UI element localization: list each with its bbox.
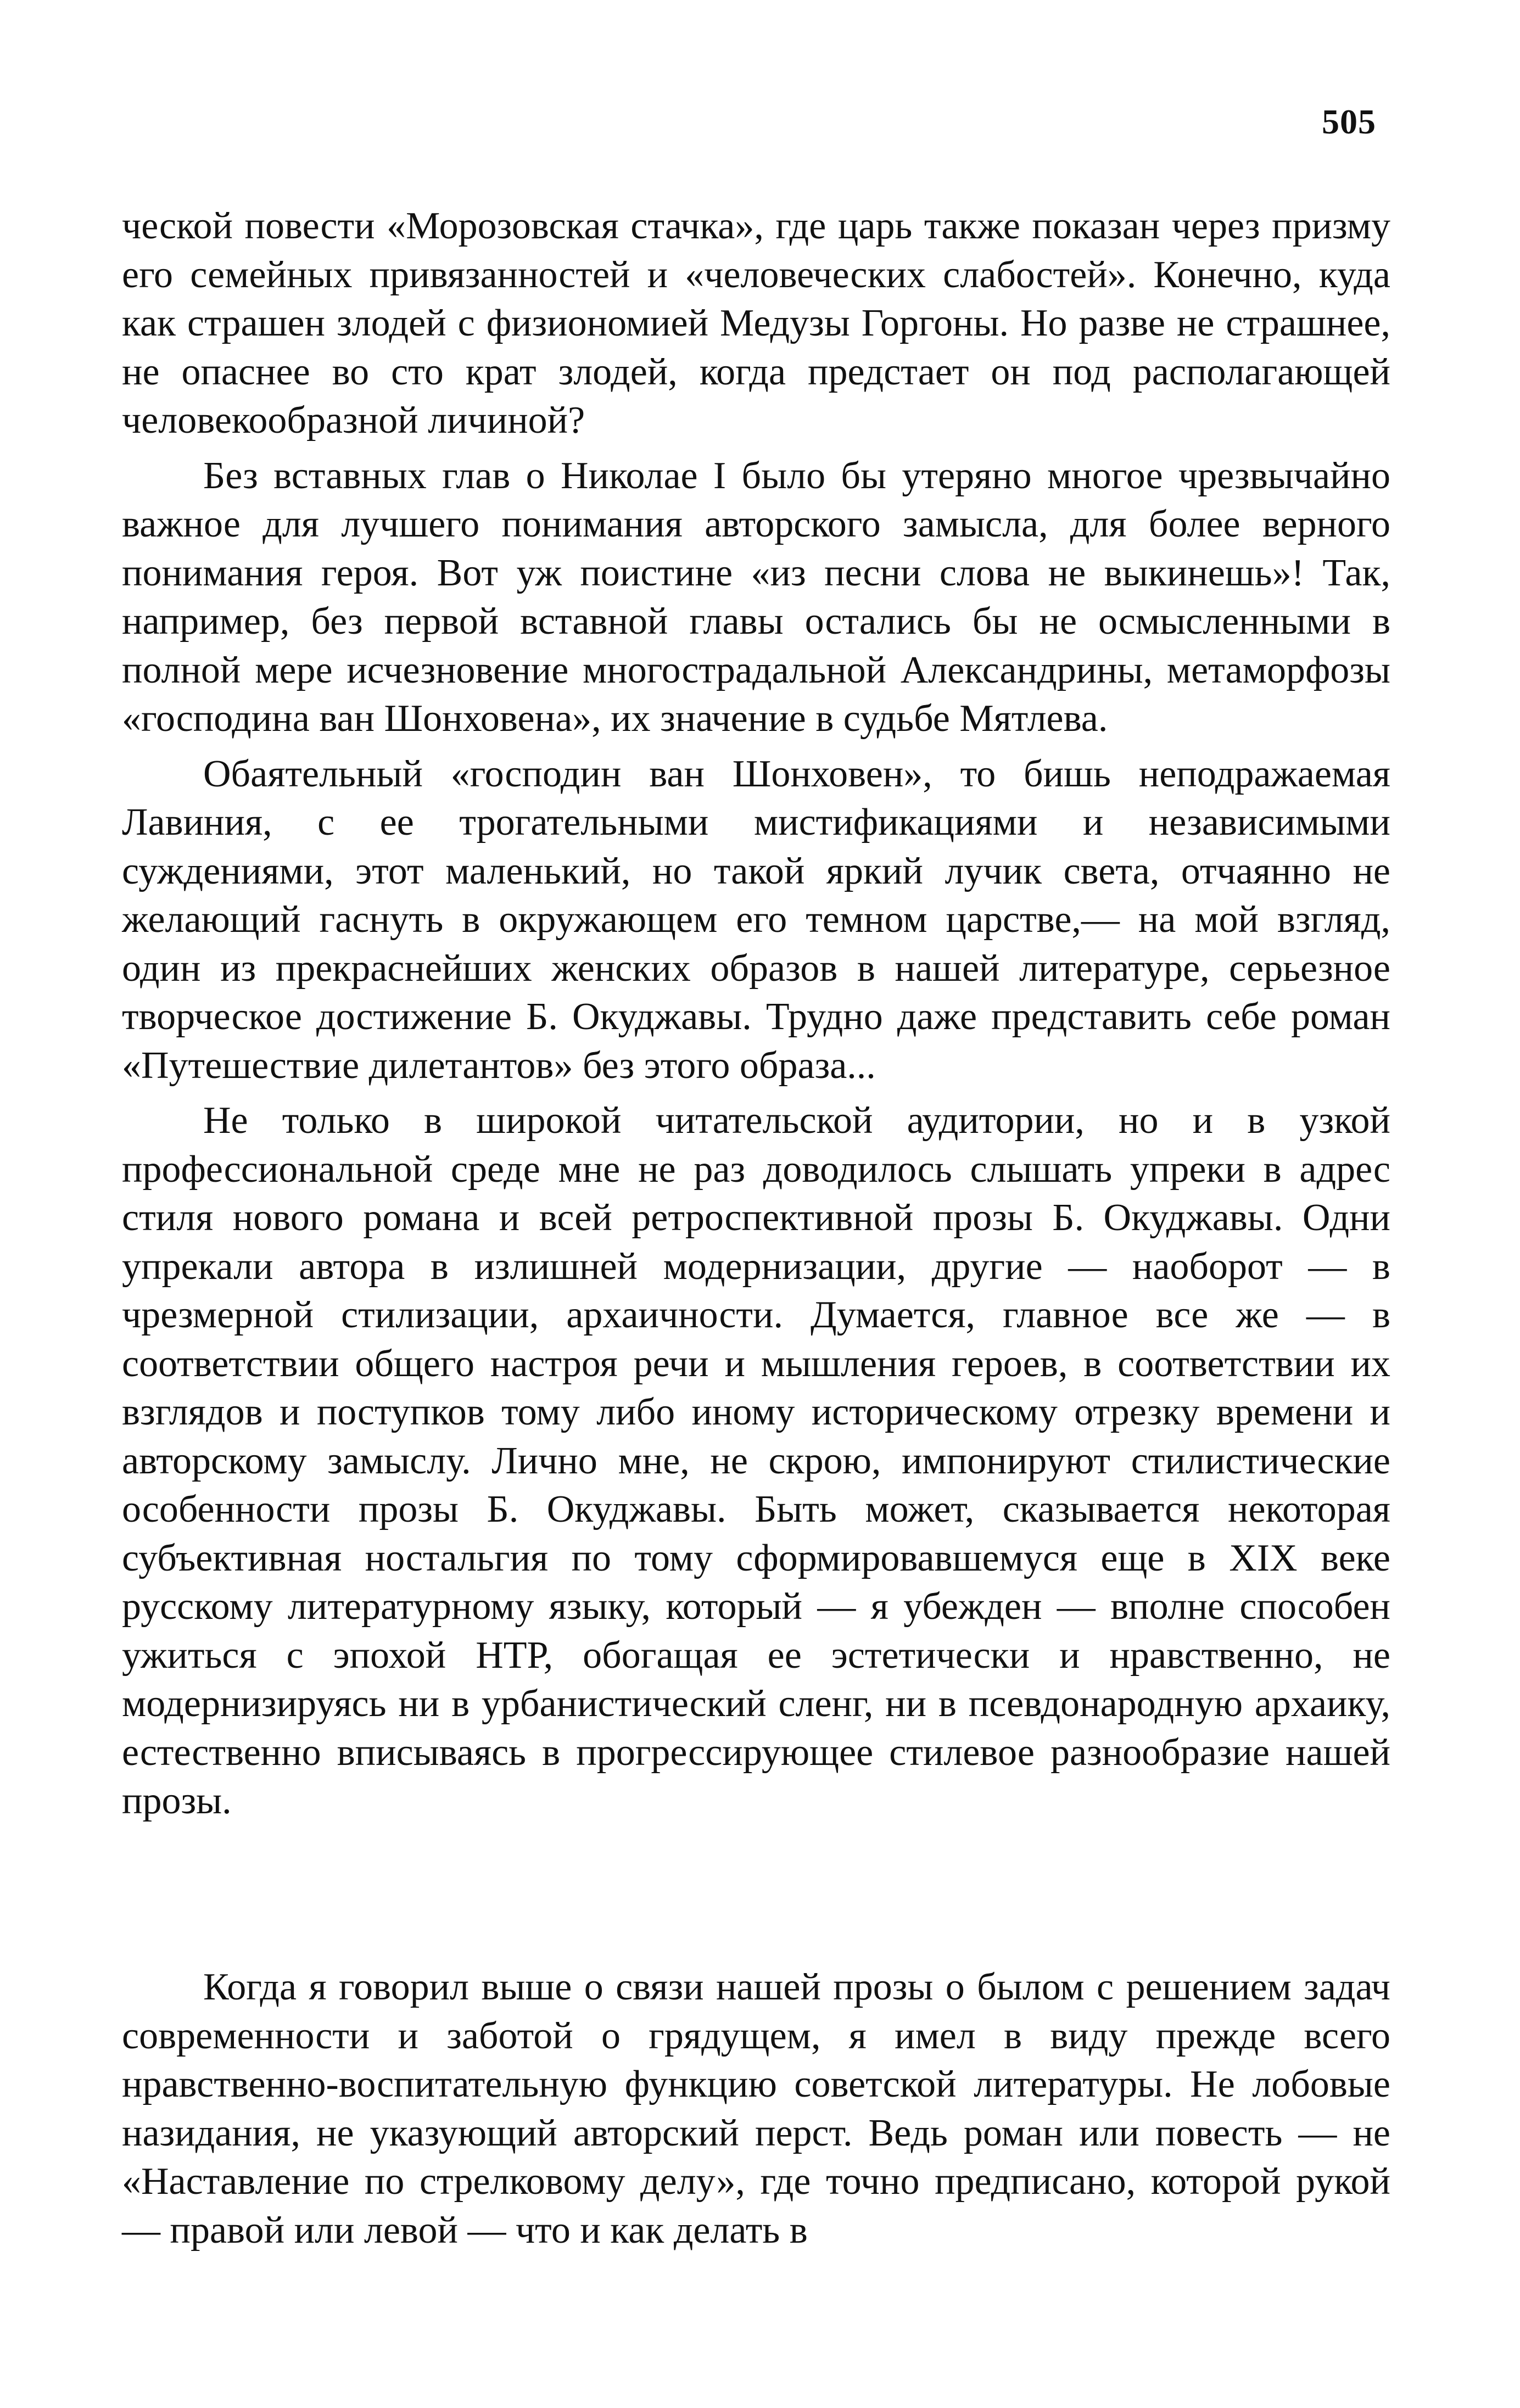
paragraph-style-criticism: Не только в широкой читательской аудитории, но и в узкой профессиональной среде мне не раз доводилось слышать упреки в адрес стиля нового романа и всей ретроспективной прозы Б. Окуджавы. Одни упрекали автора в излишней модернизации, другие — наоборот — в чрезмерной стилизации, архаичности. Думается, главное все же — в соответствии общего настроя речи и мышления героев, в соответствии их взглядов и поступков тому либо иному историческому отрезку времени и авторскому замыслу. Лично мне, не скрою, импонируют стилистические особенности прозы Б. Окуджавы. Быть может, сказывается некоторая субъективная ностальгия по тому сформировавшемуся еще в XIX веке русскому литературному языку, который — я убежден — вполне способен ужиться с эпохой НТР, обогащая ее эстетически и нравственно, не модернизируясь ни в урбанистический сленг, ни в псевдонародную архаику, естественно вписываясь в прогрессирующее стилевое разнообразие нашей прозы. [122, 1099, 1390, 1822]
paragraph-moral-function: Когда я говорил выше о связи нашей прозы о былом с решением задач современности и заботой о грядущем, я имел в виду прежде всего нравственно-воспитательную функцию советской литературы. Не лобовые назидания, не указующий авторский перст. Ведь роман или повесть — не «Наставление по стрелковому делу», где точно предписано, которой рукой — правой или левой — что и как делать в [122, 1966, 1390, 2251]
paragraph-continuation: ческой повести «Морозовская стачка», где царь также показан через призму его семейных привязанностей и «человеческих слабостей». Конечно, куда как страшен злодей с физиономией Медузы Горгоны. Но разве не страшнее, не опаснее во сто крат злодей, когда предстает он под располагающей человекообразной личиной? [122, 205, 1390, 442]
text-section-2 [122, 1963, 1390, 2255]
paragraph-lavinia: Обаятельный «господин ван Шонховен», то бишь неподражаемая Лавиния, с ее трогательными мистификациями и независимыми суждениями, этот маленький, но такой яркий лучик света, отчаянно не желающий гаснуть в окружающем его темном царстве,— на мой взгляд, один из прекраснейших женских образов в нашей литературе, серьезное творческое достижение Б. Окуджавы. Трудно даже представить себе роман «Путешествие дилетантов» без этого образа... [122, 752, 1390, 1087]
paragraph-nicholas-chapters: Без вставных глав о Николае I было бы утеряно многое чрезвычайно важное для лучшего понимания авторского замысла, для более верного понимания героя. Вот уж поистине «из песни слова не выкинешь»! Так, например, без первой вставной главы остались бы не осмысленными в полной мере исчезновение многострадальной Александрины, метаморфозы «господина ван Шонховена», их значение в судьбе Мятлева. [122, 454, 1390, 740]
text-section-1 [122, 202, 1390, 1826]
page-number: 505 [1322, 102, 1376, 141]
